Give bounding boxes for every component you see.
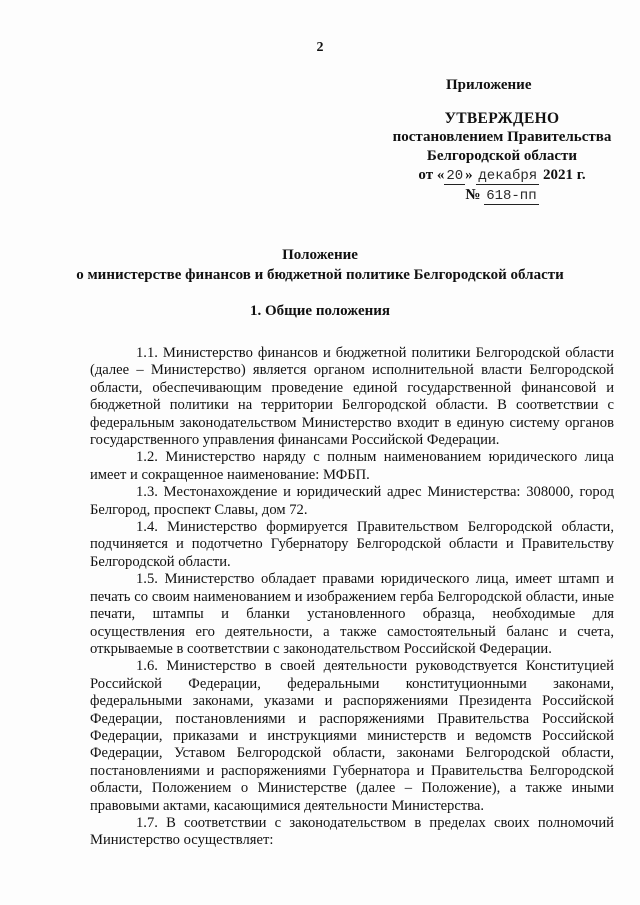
document-body [90,345,614,850]
paragraph-1-4: 1.4. Министерство формируется Правительством Белгородской области, подчиняется и подотчетно Губернатору Белгородской области и Правительству Белгородской области. [90,519,614,570]
title-line-1: Положение [282,247,358,263]
date-mid: » [465,167,473,183]
approval-number [382,186,622,206]
document-title [0,245,640,285]
approval-date [382,166,622,186]
date-day: 20 [446,168,464,184]
approval-line-1: постановлением Правительства [392,129,612,145]
date-year: 2021 г. [542,167,586,183]
paragraph-1-1: 1.1. Министерство финансов и бюджетной политики Белгородской области (далее – Министерство) является органом исполнительной власти Белгородской области, обеспечивающим проведение единой государственной финансовой и бюджетной политики на территории Белгородской области. В соответствии с федеральным законодательством Министерство входит в единую систему органов государственного управления финансами Российской Федерации. [90,345,614,449]
approval-block [382,109,622,206]
paragraph-1-2: 1.2. Министерство наряду с полным наименованием юридического лица имеет и сокращенное наименование: МФБП. [90,449,614,483]
paragraph-1-7: 1.7. В соответствии с законодательством в пределах своих полномочий Министерство осуществляет: [90,814,614,849]
approved-heading: УТВЕРЖДЕНО [444,110,560,127]
page-number: 2 [316,40,324,55]
appendix-label: Приложение [446,77,532,93]
paragraph-1-6: 1.6. Министерство в своей деятельности руководствуется Конституцией Российской Федерации, федеральными конституционными законами, федеральными законами, указами и распоряжениями Президента Российской Федерации, постановлениями и распоряжениями Правительства Российской Федерации, приказами и инструкциями министерств и ведомств Российской Федерации, Уставом Белгородской области, законами Белгородской области, постановлениями и распоряжениями Губернатора и Правительства Белгородской области, Положением о Министерстве (далее – Положение), а также иными правовыми актами, касающимися деятельности Министерства. [90,658,614,814]
number-value: 618-пп [486,188,537,204]
approval-line-2: Белгородской области [426,148,578,164]
number-prefix: № [465,187,481,203]
section-heading: 1. Общие положения [249,303,391,319]
date-month: декабря [478,168,538,184]
title-line-2: о министерстве финансов и бюджетной политике Белгородской области [76,267,564,283]
paragraph-1-3: 1.3. Местонахождение и юридический адрес Министерства: 308000, город Белгород, проспект Славы, дом 72. [90,484,614,518]
paragraph-1-5: 1.5. Министерство обладает правами юридического лица, имеет штамп и печать со своим наименованием и изображением герба Белгородской области, иные печати, штампы и бланки установленного образца, необходимые для осуществления его деятельности, а также самостоятельный баланс и счета, открываемые в соответствии с законодательством Российской Федерации. [90,571,614,657]
date-prefix: от « [418,167,445,183]
